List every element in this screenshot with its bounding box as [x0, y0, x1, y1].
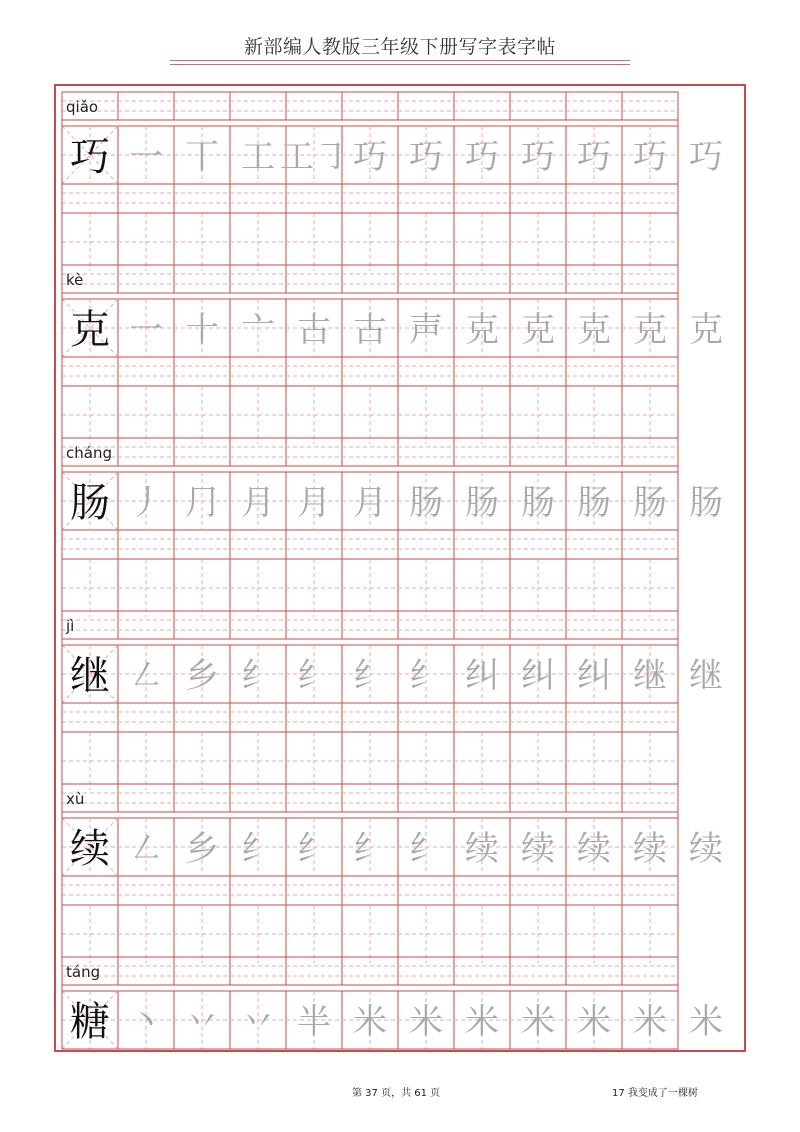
- footer-page-number: 第 37 页，共 61 页: [352, 1088, 441, 1099]
- title-underline-second: [170, 64, 630, 65]
- stroke-step: 纠: [521, 656, 555, 696]
- stroke-step: 工㇆: [280, 137, 348, 177]
- stroke-step: 续: [577, 829, 611, 869]
- stroke-step: 纟: [409, 656, 443, 696]
- title-underline: [170, 60, 630, 61]
- model-character: 肠: [70, 480, 110, 526]
- pinyin-label: qiǎo: [66, 98, 99, 116]
- stroke-step: 克: [577, 310, 611, 350]
- stroke-step: 月: [353, 483, 387, 523]
- stroke-step: 丶: [129, 1002, 163, 1042]
- stroke-step: 克: [689, 310, 723, 350]
- stroke-step: 米: [521, 1002, 555, 1042]
- stroke-step: 亠: [241, 310, 275, 350]
- stroke-step: 肠: [465, 483, 499, 523]
- pinyin-label: jì: [66, 617, 75, 635]
- stroke-step: 肠: [521, 483, 555, 523]
- stroke-step: 巧: [633, 137, 667, 177]
- page-title: 新部编人教版三年级下册写字表字帖: [243, 36, 556, 58]
- stroke-step: 肠: [633, 483, 667, 523]
- stroke-step: 米: [353, 1002, 387, 1042]
- stroke-step: 丅: [185, 137, 219, 177]
- stroke-step: 克: [633, 310, 667, 350]
- stroke-step: ⺆: [185, 483, 219, 523]
- model-character: 巧: [70, 134, 110, 180]
- stroke-step: 丷: [241, 1002, 275, 1042]
- stroke-step: 古: [353, 310, 387, 350]
- stroke-step: 工: [241, 137, 275, 177]
- stroke-step: 克: [521, 310, 555, 350]
- pinyin-label: xù: [66, 790, 85, 808]
- model-character: 糖: [70, 999, 110, 1045]
- stroke-step: 丷: [185, 1002, 219, 1042]
- stroke-step: 巧: [577, 137, 611, 177]
- stroke-step: 肠: [689, 483, 723, 523]
- stroke-step: 纠: [577, 656, 611, 696]
- stroke-step: ㇜: [129, 829, 163, 869]
- stroke-step: 继: [633, 656, 667, 696]
- stroke-step: 纟: [297, 656, 331, 696]
- stroke-step: 月: [241, 483, 275, 523]
- stroke-step: 半: [297, 1002, 331, 1042]
- stroke-step: 月: [297, 483, 331, 523]
- stroke-step: 纟: [297, 829, 331, 869]
- pinyin-label: kè: [66, 271, 84, 289]
- stroke-step: 克: [465, 310, 499, 350]
- stroke-step: 纟: [353, 829, 387, 869]
- stroke-step: 十: [185, 310, 219, 350]
- stroke-step: 续: [465, 829, 499, 869]
- stroke-step: 肠: [409, 483, 443, 523]
- stroke-step: 继: [689, 656, 723, 696]
- stroke-step: 米: [577, 1002, 611, 1042]
- stroke-step: 续: [521, 829, 555, 869]
- model-character: 克: [70, 307, 110, 353]
- stroke-step: 巧: [689, 137, 723, 177]
- stroke-step: 声: [409, 310, 443, 350]
- stroke-step: 续: [689, 829, 723, 869]
- model-character: 续: [70, 826, 110, 872]
- pinyin-label: táng: [66, 963, 101, 981]
- stroke-step: 乡: [185, 656, 219, 696]
- stroke-step: 巧: [521, 137, 555, 177]
- stroke-step: 巧: [353, 137, 387, 177]
- stroke-step: 米: [689, 1002, 723, 1042]
- stroke-step: 纟: [409, 829, 443, 869]
- stroke-step: 纠: [465, 656, 499, 696]
- stroke-step: 乡: [185, 829, 219, 869]
- model-character: 继: [70, 653, 110, 699]
- stroke-step: 续: [633, 829, 667, 869]
- stroke-step: 米: [409, 1002, 443, 1042]
- stroke-step: ㇜: [129, 656, 163, 696]
- footer-lesson-title: 17 我变成了一棵树: [612, 1088, 698, 1099]
- pinyin-label: cháng: [66, 444, 112, 462]
- stroke-step: 肠: [577, 483, 611, 523]
- stroke-step: 纟: [353, 656, 387, 696]
- stroke-step: 巧: [465, 137, 499, 177]
- stroke-step: 丿: [129, 483, 163, 523]
- stroke-step: 一: [129, 310, 163, 350]
- stroke-step: 纟: [241, 656, 275, 696]
- pinyin-band: [62, 92, 678, 120]
- stroke-step: 古: [297, 310, 331, 350]
- stroke-step: 米: [465, 1002, 499, 1042]
- stroke-step: 纟: [241, 829, 275, 869]
- stroke-step: 米: [633, 1002, 667, 1042]
- practice-sheet: [54, 84, 746, 1052]
- stroke-step: 一: [129, 137, 163, 177]
- stroke-step: 巧: [409, 137, 443, 177]
- practice-grid: [56, 86, 744, 1050]
